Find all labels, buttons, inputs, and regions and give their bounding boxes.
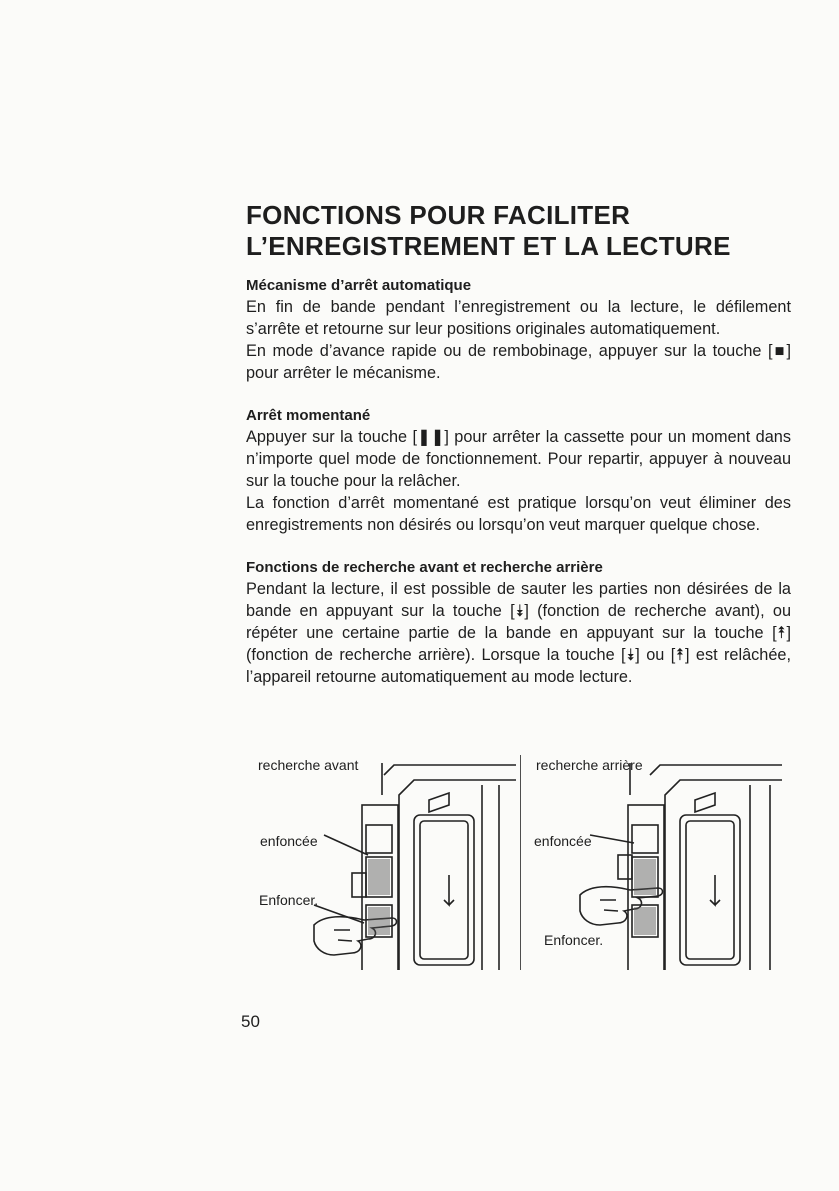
page-content <box>246 200 791 688</box>
section-heading: Mécanisme d’arrêt automatique <box>246 277 472 294</box>
page-number: 50 <box>241 1012 260 1031</box>
paragraph: En mode d’avance rapide ou de rembobinage, appuyer sur la touche [■] pour arrêter le mécanisme. <box>246 342 791 382</box>
figure-reverse-search <box>520 755 782 970</box>
label-press: Enfoncer. <box>544 932 604 948</box>
label-pressed: enfoncée <box>260 833 318 849</box>
label-reverse-search: recherche arrière <box>536 757 643 773</box>
section-pause <box>246 406 791 536</box>
title-line-2: L’ENREGISTREMENT ET LA LECTURE <box>246 231 731 261</box>
section-heading: Fonctions de recherche avant et recherche arrière <box>246 559 603 576</box>
section-heading: Arrêt momentané <box>246 407 371 424</box>
label-forward-search: recherche avant <box>258 757 359 773</box>
paragraph: En fin de bande pendant l’enregistrement ou la lecture, le défilement s’arrête et retourne sur leur positions originales automatiquement. <box>246 298 791 338</box>
paragraph: Appuyer sur la touche [❚❚] pour arrêter la cassette pour un moment dans n’importe quel mode de fonctionnement. Pour repartir, appuyer à nouveau sur la touche pour la relâcher. <box>246 428 791 490</box>
section-search <box>246 558 791 688</box>
figure-forward-search <box>254 755 516 970</box>
title-line-1: FONCTIONS POUR FACILITER <box>246 200 631 230</box>
illustrations <box>254 755 794 970</box>
paragraph: La fonction d’arrêt momentané est pratique lorsqu’on veut éliminer des enregistrements non désirés ou lorsqu’on veut marquer quelque chose. <box>246 494 791 534</box>
label-pressed: enfoncée <box>534 833 592 849</box>
cassette-player-illustration <box>254 755 516 970</box>
section-auto-stop <box>246 276 791 384</box>
paragraph: Pendant la lecture, il est possible de sauter les parties non désirées de la bande en appuyant sur la touche [⯯] (fonction de recherche avant), ou répéter une certaine partie de la bande en appuyant sur la touche [⯭] (fonction de recherche arrière). Lorsque la touche [⯯] ou [⯭] est relâchée, l’appareil retourne automatiquement au mode lecture. <box>246 580 791 686</box>
label-press: Enfoncer. <box>259 892 319 908</box>
page-title <box>246 200 791 262</box>
